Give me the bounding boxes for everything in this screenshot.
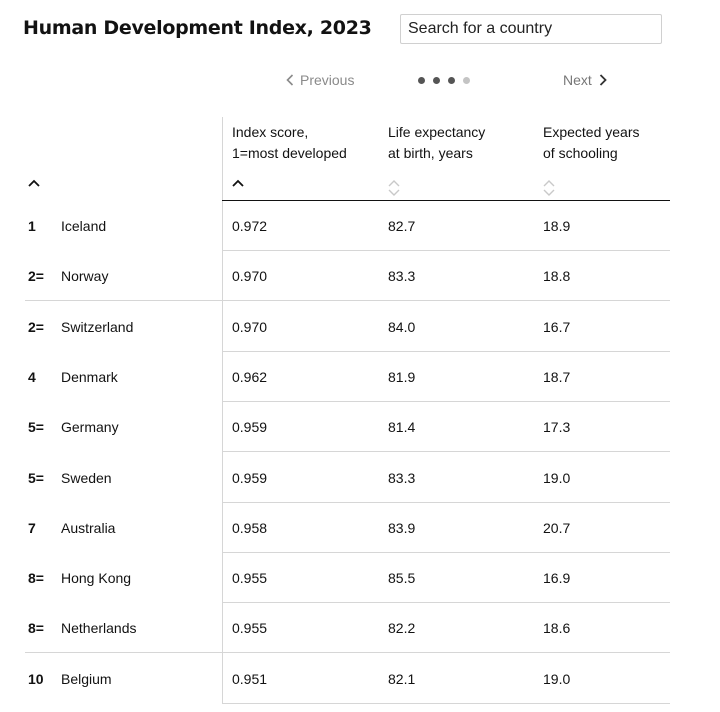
column-header-life-line1: Life expectancy: [388, 124, 486, 140]
rank-cell: 7: [28, 519, 36, 536]
column-header-life-line2: at birth, years: [388, 145, 473, 161]
next-button[interactable]: [563, 72, 607, 88]
page-dot-1[interactable]: [418, 77, 425, 84]
life-expectancy-cell: 83.9: [388, 519, 416, 536]
table-row: [0, 453, 670, 503]
table-row: [0, 402, 670, 452]
column-header-schooling: [543, 122, 640, 164]
previous-button[interactable]: [286, 72, 354, 88]
table-row: [0, 302, 670, 352]
life-expectancy-cell: 81.9: [388, 368, 416, 385]
country-cell: Switzerland: [61, 318, 134, 335]
index-score-cell: 0.962: [232, 368, 268, 385]
schooling-cell: 18.7: [543, 368, 571, 385]
rank-cell: 1: [28, 218, 36, 234]
rank-cell: 10: [28, 670, 44, 687]
next-label: Next: [563, 72, 592, 88]
chevron-left-icon: [286, 74, 294, 86]
schooling-cell: 19.0: [543, 469, 571, 486]
country-cell: Australia: [61, 519, 116, 536]
country-cell: Belgium: [61, 670, 112, 687]
index-score-cell: 0.958: [232, 519, 268, 536]
table-row: [0, 503, 670, 553]
life-expectancy-cell: 82.1: [388, 670, 416, 687]
life-expectancy-cell: 81.4: [388, 419, 416, 436]
column-header-index: [232, 122, 347, 164]
country-cell: Germany: [61, 419, 119, 436]
country-cell: Sweden: [61, 469, 112, 486]
column-header-life: [388, 122, 485, 164]
country-cell: Hong Kong: [61, 570, 132, 587]
previous-label: Previous: [300, 72, 355, 88]
index-score-cell: 0.972: [232, 218, 268, 234]
life-expectancy-cell: 82.2: [388, 620, 416, 637]
schooling-cell: 19.0: [543, 670, 571, 687]
page-dot-2[interactable]: [433, 77, 440, 84]
life-expectancy-cell: 82.7: [388, 218, 416, 234]
page-dots: [418, 77, 470, 84]
rank-cell: 5=: [28, 419, 44, 436]
table-row: [0, 251, 670, 301]
index-score-cell: 0.970: [232, 318, 268, 335]
life-expectancy-cell: 83.3: [388, 469, 416, 486]
column-header-schooling-line1: Expected years: [543, 124, 640, 140]
schooling-cell: 18.8: [543, 268, 571, 285]
schooling-cell: 18.6: [543, 620, 571, 637]
rank-cell: 8=: [28, 570, 44, 587]
table-row: [0, 352, 670, 402]
schooling-cell: 20.7: [543, 519, 571, 536]
page-title: Human Development Index, 2023: [23, 17, 372, 39]
sort-schooling-updown-icon[interactable]: [543, 180, 555, 196]
country-cell: Norway: [61, 268, 109, 285]
sort-life-updown-icon[interactable]: [388, 180, 400, 196]
schooling-cell: 16.9: [543, 570, 571, 587]
sort-rank-chevron-up-icon[interactable]: [28, 179, 40, 187]
index-score-cell: 0.970: [232, 268, 268, 285]
rank-cell: 4: [28, 368, 36, 385]
page-dot-4[interactable]: [463, 77, 470, 84]
index-score-cell: 0.959: [232, 469, 268, 486]
schooling-cell: 16.7: [543, 318, 571, 335]
column-header-schooling-line2: of schooling: [543, 145, 618, 161]
schooling-cell: 17.3: [543, 419, 571, 436]
schooling-cell: 18.9: [543, 218, 571, 234]
page-dot-3[interactable]: [448, 77, 455, 84]
table-row: [0, 553, 670, 603]
life-expectancy-cell: 85.5: [388, 570, 416, 587]
country-cell: Netherlands: [61, 620, 137, 637]
index-score-cell: 0.955: [232, 570, 268, 587]
chevron-right-icon: [599, 74, 607, 86]
rank-cell: 8=: [28, 620, 44, 637]
search-input[interactable]: [400, 14, 662, 44]
rank-cell: 5=: [28, 469, 44, 486]
table-row: [0, 654, 670, 704]
row-separator: [222, 703, 670, 704]
index-score-cell: 0.959: [232, 419, 268, 436]
column-header-index-line2: 1=most developed: [232, 145, 347, 161]
index-score-cell: 0.955: [232, 620, 268, 637]
country-cell: Iceland: [61, 218, 107, 234]
table-row: [0, 201, 670, 251]
country-cell: Denmark: [61, 368, 118, 385]
life-expectancy-cell: 83.3: [388, 268, 416, 285]
column-header-index-line1: Index score,: [232, 124, 309, 140]
life-expectancy-cell: 84.0: [388, 318, 416, 335]
rank-cell: 2=: [28, 268, 44, 285]
table-row: [0, 603, 670, 653]
sort-index-chevron-up-icon[interactable]: [232, 179, 244, 187]
index-score-cell: 0.951: [232, 670, 268, 687]
rank-cell: 2=: [28, 318, 44, 335]
